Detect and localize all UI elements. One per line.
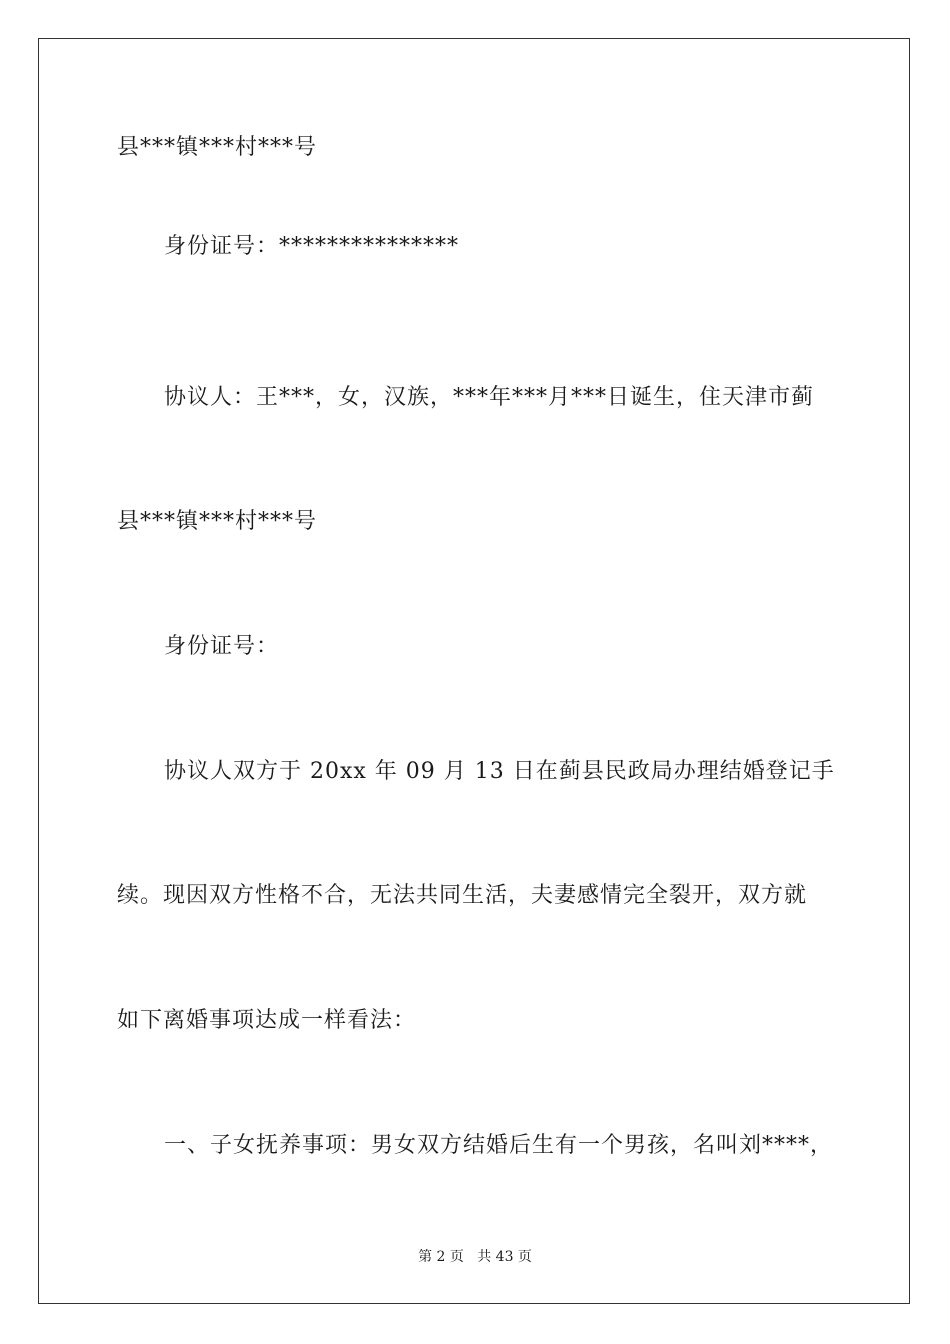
address-line: 县***镇***村***号 <box>117 135 318 160</box>
paragraph-line: 如下离婚事项达成一样看法： <box>117 1008 417 1033</box>
party-info-line: 协议人：王***，女，汉族，***年***月***日诞生，住天津市蓟 <box>164 385 815 410</box>
id-number-line: 身份证号：*************** <box>164 234 460 259</box>
paragraph-line: 续。现因双方性格不合，无法共同生活，夫妻感情完全裂开，双方就 <box>117 883 808 908</box>
page-number-footer: 第 2 页 共 43 页 <box>418 1249 532 1265</box>
address-line: 县***镇***村***号 <box>117 509 318 534</box>
page-border <box>38 38 910 1304</box>
paragraph-line: 协议人双方于 20xx 年 09 月 13 日在蓟县民政局办理结婚登记手 <box>164 759 835 784</box>
section-heading-line: 一、子女抚养事项：男女双方结婚后生有一个男孩，名叫刘****， <box>164 1133 834 1158</box>
id-number-line: 身份证号： <box>164 634 280 659</box>
